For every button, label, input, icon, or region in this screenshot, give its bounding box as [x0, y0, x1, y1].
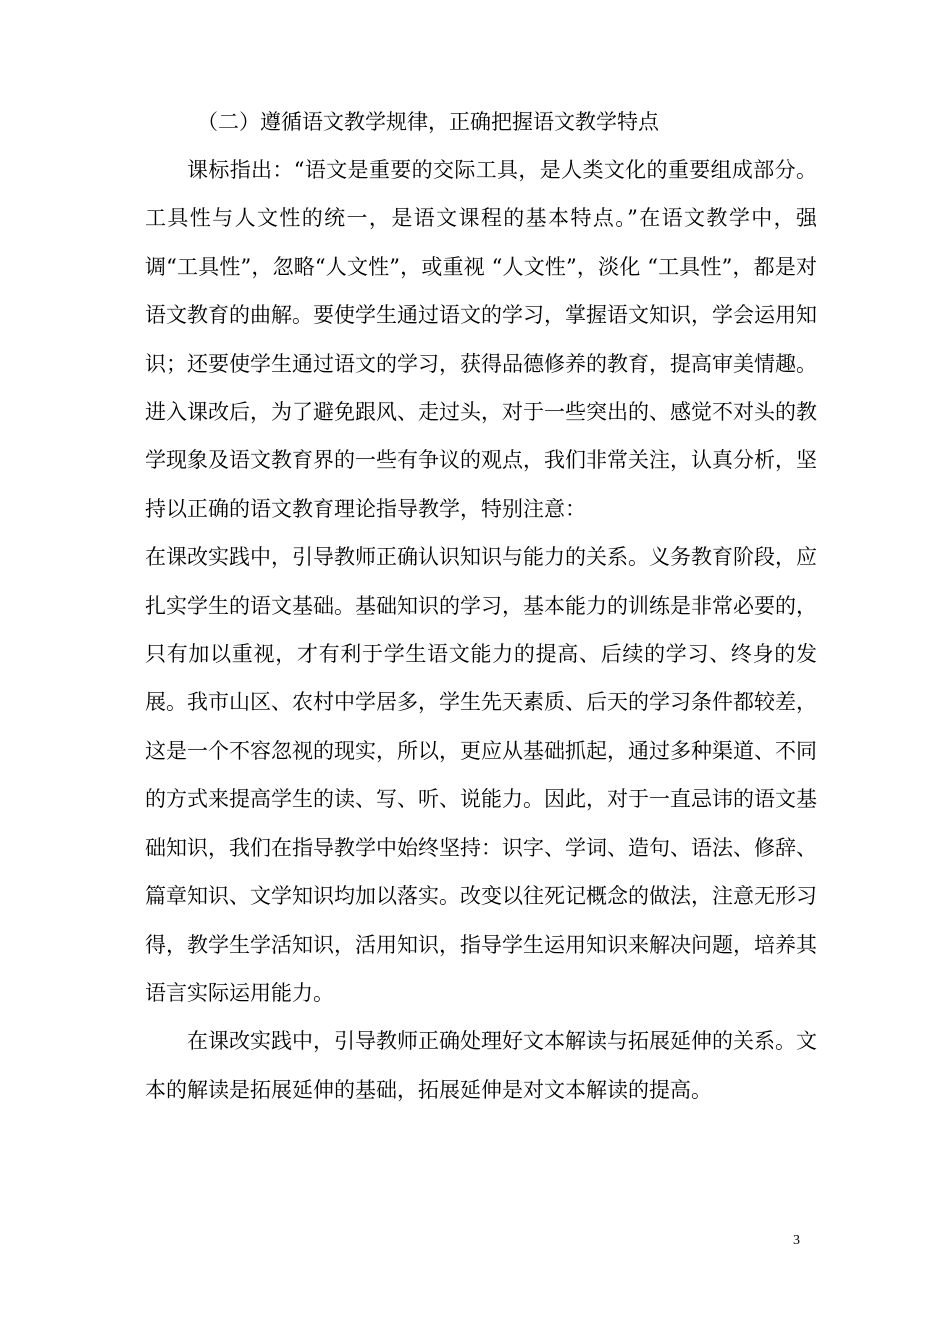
paragraph-1: 课标指出：“语文是重要的交际工具，是人类文化的重要组成部分。工具性与人文性的统一，是语文课程的基本特点。”在语文教学中，强调“工具性”，忽略“人文性”，或重视 “人文性”，淡化 “工具性”，都是对语文教育的曲解。要使学生通过语文的学习，掌握语文知识，学会运用知识；还要使学生通过语文的学习，获得品德修养的教育，提高审美情趣。进入课改后，为了避免跟风、走过头，对于一些突出的、感觉不对头的教学现象及语文教育界的一些有争议的观点，我们非常关注，认真分析，坚持以正确的语文教育理论指导教学，特别注意： [145, 158, 817, 521]
document-body [145, 98, 817, 1114]
section-heading: （二）遵循语文教学规律，正确把握语文教学特点 [197, 110, 659, 134]
page-number: 3 [793, 1233, 800, 1248]
paragraph-2: 在课改实践中，引导教师正确认识知识与能力的关系。义务教育阶段，应扎实学生的语文基础。基础知识的学习，基本能力的训练是非常必要的，只有加以重视，才有利于学生语文能力的提高、后续的学习、终身的发展。我市山区、农村中学居多，学生先天素质、后天的学习条件都较差，这是一个不容忽视的现实，所以，更应从基础抓起，通过多种渠道、不同的方式来提高学生的读、写、听、说能力。因此，对于一直忌讳的语文基础知识，我们在指导教学中始终坚持：识字、学词、造句、语法、修辞、篇章知识、文学知识均加以落实。改变以往死记概念的做法，注意无形习得，教学生学活知识，活用知识，指导学生运用知识来解决问题，培养其语言实际运用能力。 [145, 545, 817, 1005]
paragraph-3: 在课改实践中，引导教师正确处理好文本解读与拓展延伸的关系。文本的解读是拓展延伸的基础，拓展延伸是对文本解读的提高。 [145, 1029, 817, 1102]
